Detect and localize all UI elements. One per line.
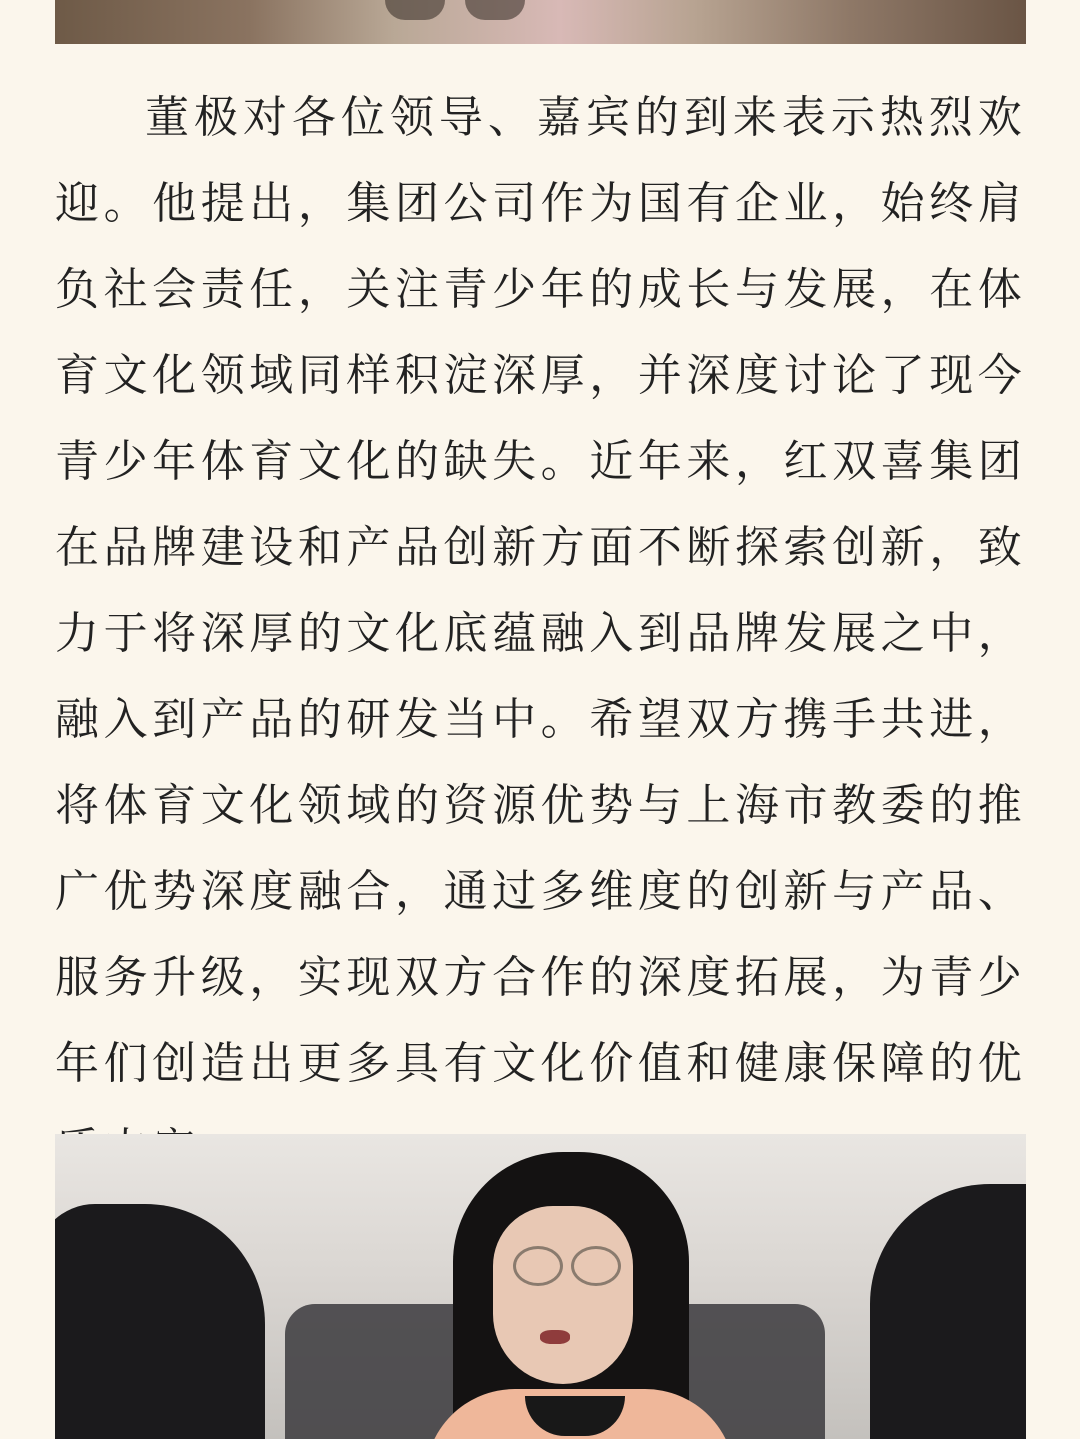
person-face <box>493 1206 633 1384</box>
office-chair-left <box>55 1204 265 1439</box>
bottom-photo <box>55 1134 1026 1439</box>
glasses-lens-right <box>571 1246 621 1286</box>
top-photo <box>55 0 1026 44</box>
cup-shape <box>465 0 525 20</box>
person-mouth <box>540 1330 570 1344</box>
office-chair-right <box>870 1184 1026 1439</box>
article-paragraph: 董极对各位领导、嘉宾的到来表示热烈欢迎。他提出，集团公司作为国有企业，始终肩负社会责任，关注青少年的成长与发展，在体育文化领域同样积淀深厚，并深度讨论了现今青少年体育文化的缺失。近年来，红双喜集团在品牌建设和产品创新方面不断探索创新，致力于将深厚的文化底蕴融入到品牌发展之中，融入到产品的研发当中。希望双方携手共进，将体育文化领域的资源优势与上海市教委的推广优势深度融合，通过多维度的创新与产品、服务升级，实现双方合作的深度拓展，为青少年们创造出更多具有文化价值和健康保障的优 <box>55 92 1026 1089</box>
glasses-lens-left <box>513 1246 563 1286</box>
cup-shape <box>385 0 445 20</box>
